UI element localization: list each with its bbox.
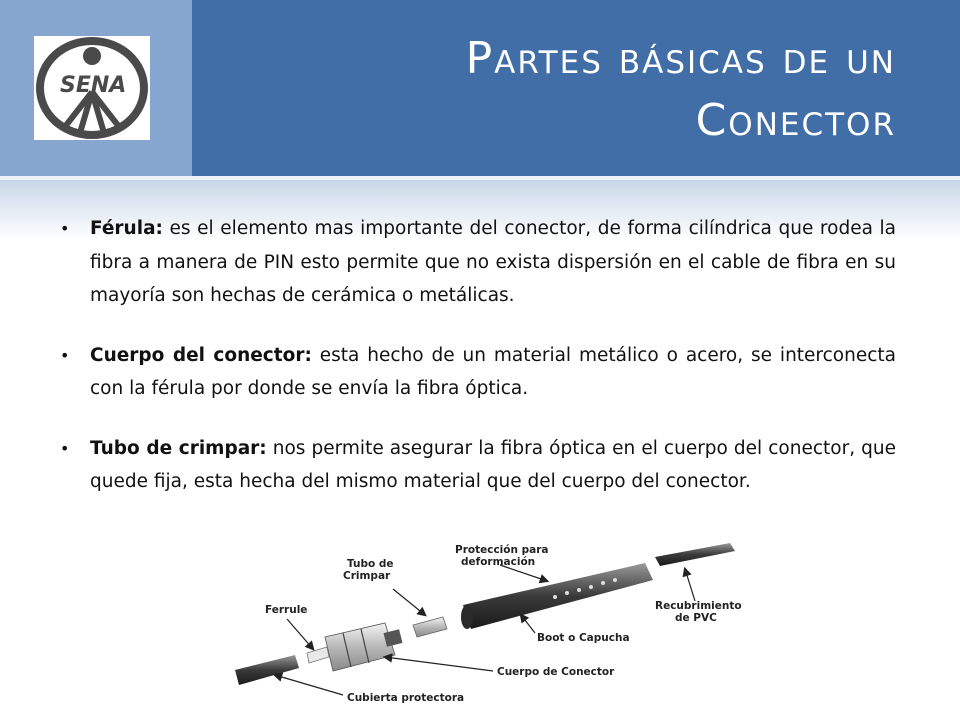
bullet-list: [60, 212, 896, 525]
bullet-text: esta hecho de un material metálico o acero, se interconecta con la férula por donde se envía la fibra óptica.: [90, 344, 896, 399]
connector-illustration: [225, 535, 760, 720]
label-tubo-1: Tubo de: [347, 558, 394, 570]
connector-diagram: [225, 535, 760, 720]
label-proteccion-1: Protección para: [455, 544, 549, 556]
page-title: [296, 28, 896, 152]
label-tubo-2: Crimpar: [343, 570, 391, 582]
boot-shape: [461, 563, 653, 629]
protective-cap-shape: [235, 655, 299, 685]
label-proteccion-2: deformación: [461, 556, 536, 568]
connector-body-shape: [325, 623, 402, 671]
bullet-dot-icon: •: [60, 219, 70, 238]
bullet-dot-icon: •: [60, 345, 70, 365]
label-recubrimiento-1: Recubrimiento: [655, 600, 742, 612]
crimp-tube-shape: [413, 617, 447, 637]
label-recubrimiento-2: de PVC: [675, 612, 717, 624]
svg-text:SENA: SENA: [60, 73, 127, 98]
bullet-tubo: [60, 432, 896, 499]
sena-logo: [34, 36, 150, 140]
bullet-term: Cuerpo del conector:: [90, 344, 312, 366]
bullet-text: nos permite asegurar la fibra óptica en el cuerpo del conector, que quede fija, esta hecha del mismo material que del cuerpo del conector.: [90, 437, 896, 492]
bullet-dot-icon: •: [60, 438, 70, 458]
bullet-term: Férula:: [90, 218, 163, 239]
label-cuerpo: Cuerpo de Conector: [497, 666, 615, 678]
label-ferrule: Ferrule: [265, 604, 308, 616]
bullet-term: Tubo de crimpar:: [90, 437, 267, 459]
sena-logo-icon: [34, 36, 150, 140]
title-line-1: Partes básicas de un: [465, 33, 896, 84]
title-line-2: Conector: [695, 95, 896, 146]
label-boot: Boot o Capucha: [537, 632, 630, 644]
label-cubierta: Cubierta protectora: [347, 692, 465, 704]
ferrule-shape: [307, 647, 329, 663]
bullet-cuerpo: [60, 339, 896, 406]
bullet-ferula: [60, 212, 896, 313]
pvc-jacket-shape: [655, 543, 735, 566]
bullet-text: es el elemento mas importante del conector, de forma cilíndrica que rodea la fibra a manera de PIN esto permite que no exista dispersión en el cable de fibra en su mayoría son hechas de cerámica o metálicas.: [90, 218, 896, 306]
